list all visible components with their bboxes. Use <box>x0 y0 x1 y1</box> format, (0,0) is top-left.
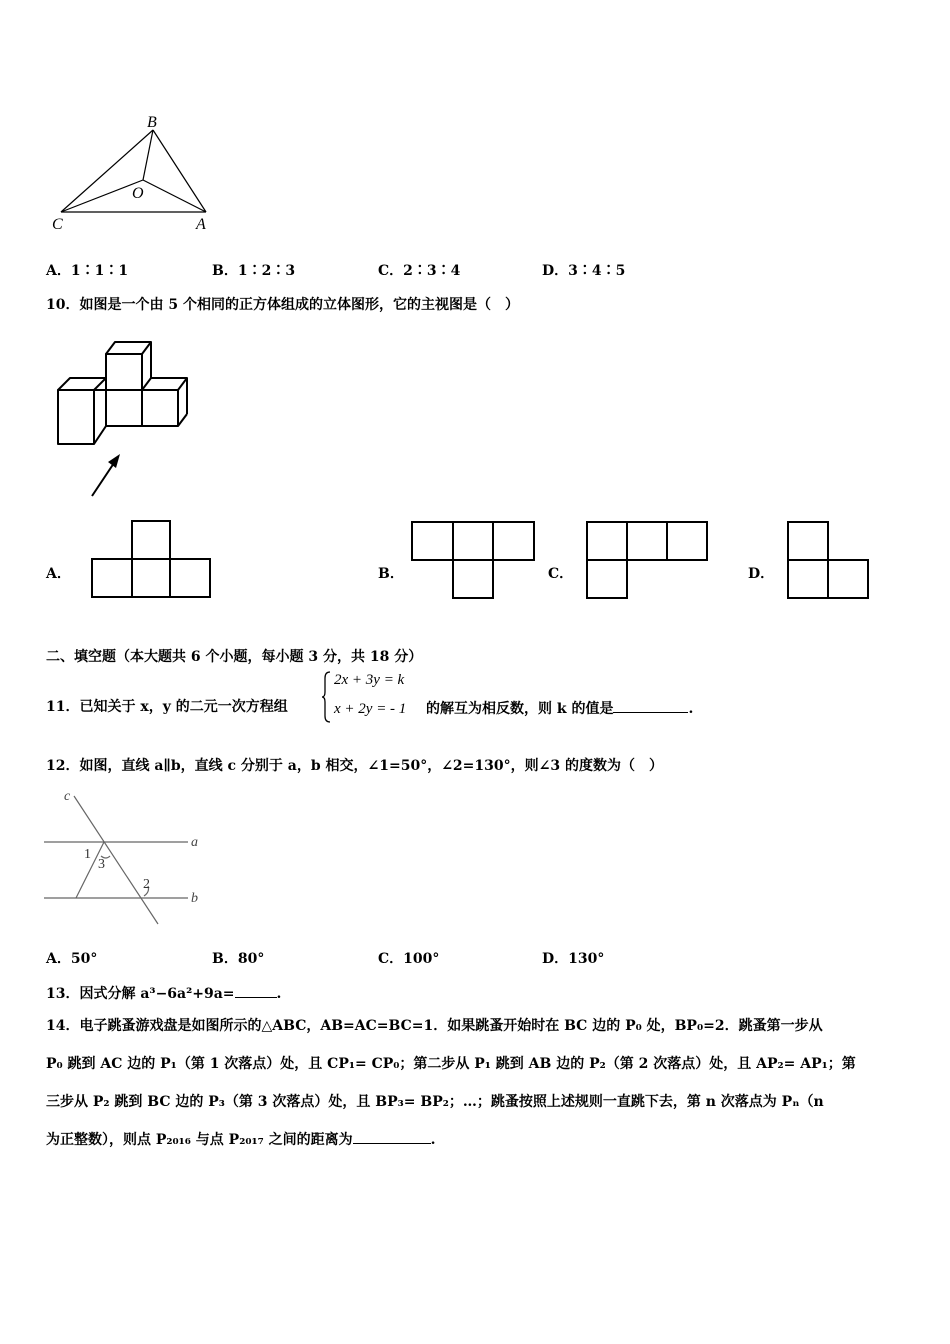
label-a: A <box>196 216 206 233</box>
q10-option-d[interactable]: D． <box>748 566 775 582</box>
q14-line-4: 为正整数），则点 P₂₀₁₆ 与点 P₂₀₁₇ 之间的距离为 . <box>46 1129 435 1150</box>
q11-eq2: x + 2y = - 1 <box>334 701 407 717</box>
label-o: O <box>132 185 144 202</box>
label-b: B <box>147 114 157 131</box>
q10-option-c-view <box>585 520 711 600</box>
q11-answer-blank[interactable] <box>613 698 688 713</box>
q9-option-b[interactable]: B．1∶2∶3 <box>212 263 296 279</box>
label-angle-2: 2 <box>143 877 150 892</box>
q12-option-d[interactable]: D．130° <box>542 951 605 967</box>
edge-oc <box>61 180 143 212</box>
label-angle-3: 3 <box>98 857 105 872</box>
q10-option-a[interactable]: A． <box>46 566 71 582</box>
q12-option-b[interactable]: B．80° <box>212 951 265 967</box>
q11-eq1: 2x + 3y = k <box>334 672 405 688</box>
q12-option-c[interactable]: C．100° <box>378 951 440 967</box>
q10-stem: 10．如图是一个由 5 个相同的正方体组成的立体图形，它的主视图是（ ） <box>46 297 519 313</box>
label-c: C <box>52 216 63 233</box>
q14-answer-blank[interactable] <box>353 1129 431 1144</box>
edge-oa <box>143 180 206 212</box>
q11-prefix: 11．已知关于 x，y 的二元一次方程组 <box>46 699 288 715</box>
q10-cubes-figure <box>52 336 197 502</box>
label-c: c <box>64 789 71 804</box>
q12-option-a[interactable]: A．50° <box>46 951 98 967</box>
q9-option-c[interactable]: C．2∶3∶4 <box>378 263 461 279</box>
label-angle-1: 1 <box>84 847 91 862</box>
q13-answer-blank[interactable] <box>235 983 277 998</box>
q10-option-b-view <box>410 520 538 600</box>
q11-suffix: 的解互为相反数，则 k 的值是 . <box>426 698 693 718</box>
q10-option-a-view <box>90 520 214 600</box>
q9-option-a[interactable]: A．1∶1∶1 <box>46 263 129 279</box>
label-b: b <box>191 891 198 906</box>
q12-parallel-lines-figure <box>44 786 208 928</box>
q9-option-d[interactable]: D．3∶4∶5 <box>542 263 626 279</box>
q14-line-2: P₀ 跳到 AC 边的 P₁（第 1 次落点）处，且 CP₁= CP₀；第二步从 P₁ 跳到 AB 边的 P₂（第 2 次落点）处，且 AP₂= AP₁；第 <box>46 1056 856 1072</box>
label-a: a <box>191 835 198 850</box>
q14-line-1: 14．电子跳蚤游戏盘是如图所示的△ABC，AB=AC=BC=1．如果跳蚤开始时在 BC 边的 P₀ 处，BP₀=2．跳蚤第一步从 <box>46 1018 823 1034</box>
equation-system-brace <box>322 670 332 724</box>
q10-option-b[interactable]: B． <box>378 566 404 582</box>
q10-option-d-view <box>786 520 872 600</box>
section2-heading: 二、填空题（本大题共 6 个小题，每小题 3 分，共 18 分） <box>46 649 423 665</box>
q14-line-3: 三步从 P₂ 跳到 BC 边的 P₃（第 3 次落点）处，且 BP₃= BP₂；…；跳蚤按照上述规则一直跳下去，第 n 次落点为 Pₙ（n <box>46 1094 824 1110</box>
q10-option-c[interactable]: C． <box>548 566 574 582</box>
edge-ba <box>153 130 206 212</box>
q13: 13．因式分解 a³−6a²+9a= . <box>46 983 281 1004</box>
q13-expression: a³−6a²+9a= <box>140 986 235 1002</box>
q9-triangle-figure <box>48 112 218 234</box>
q12-stem: 12．如图，直线 a∥b，直线 c 分别于 a，b 相交，∠1=50°，∠2=130°，则∠3 的度数为（ ） <box>46 758 663 774</box>
